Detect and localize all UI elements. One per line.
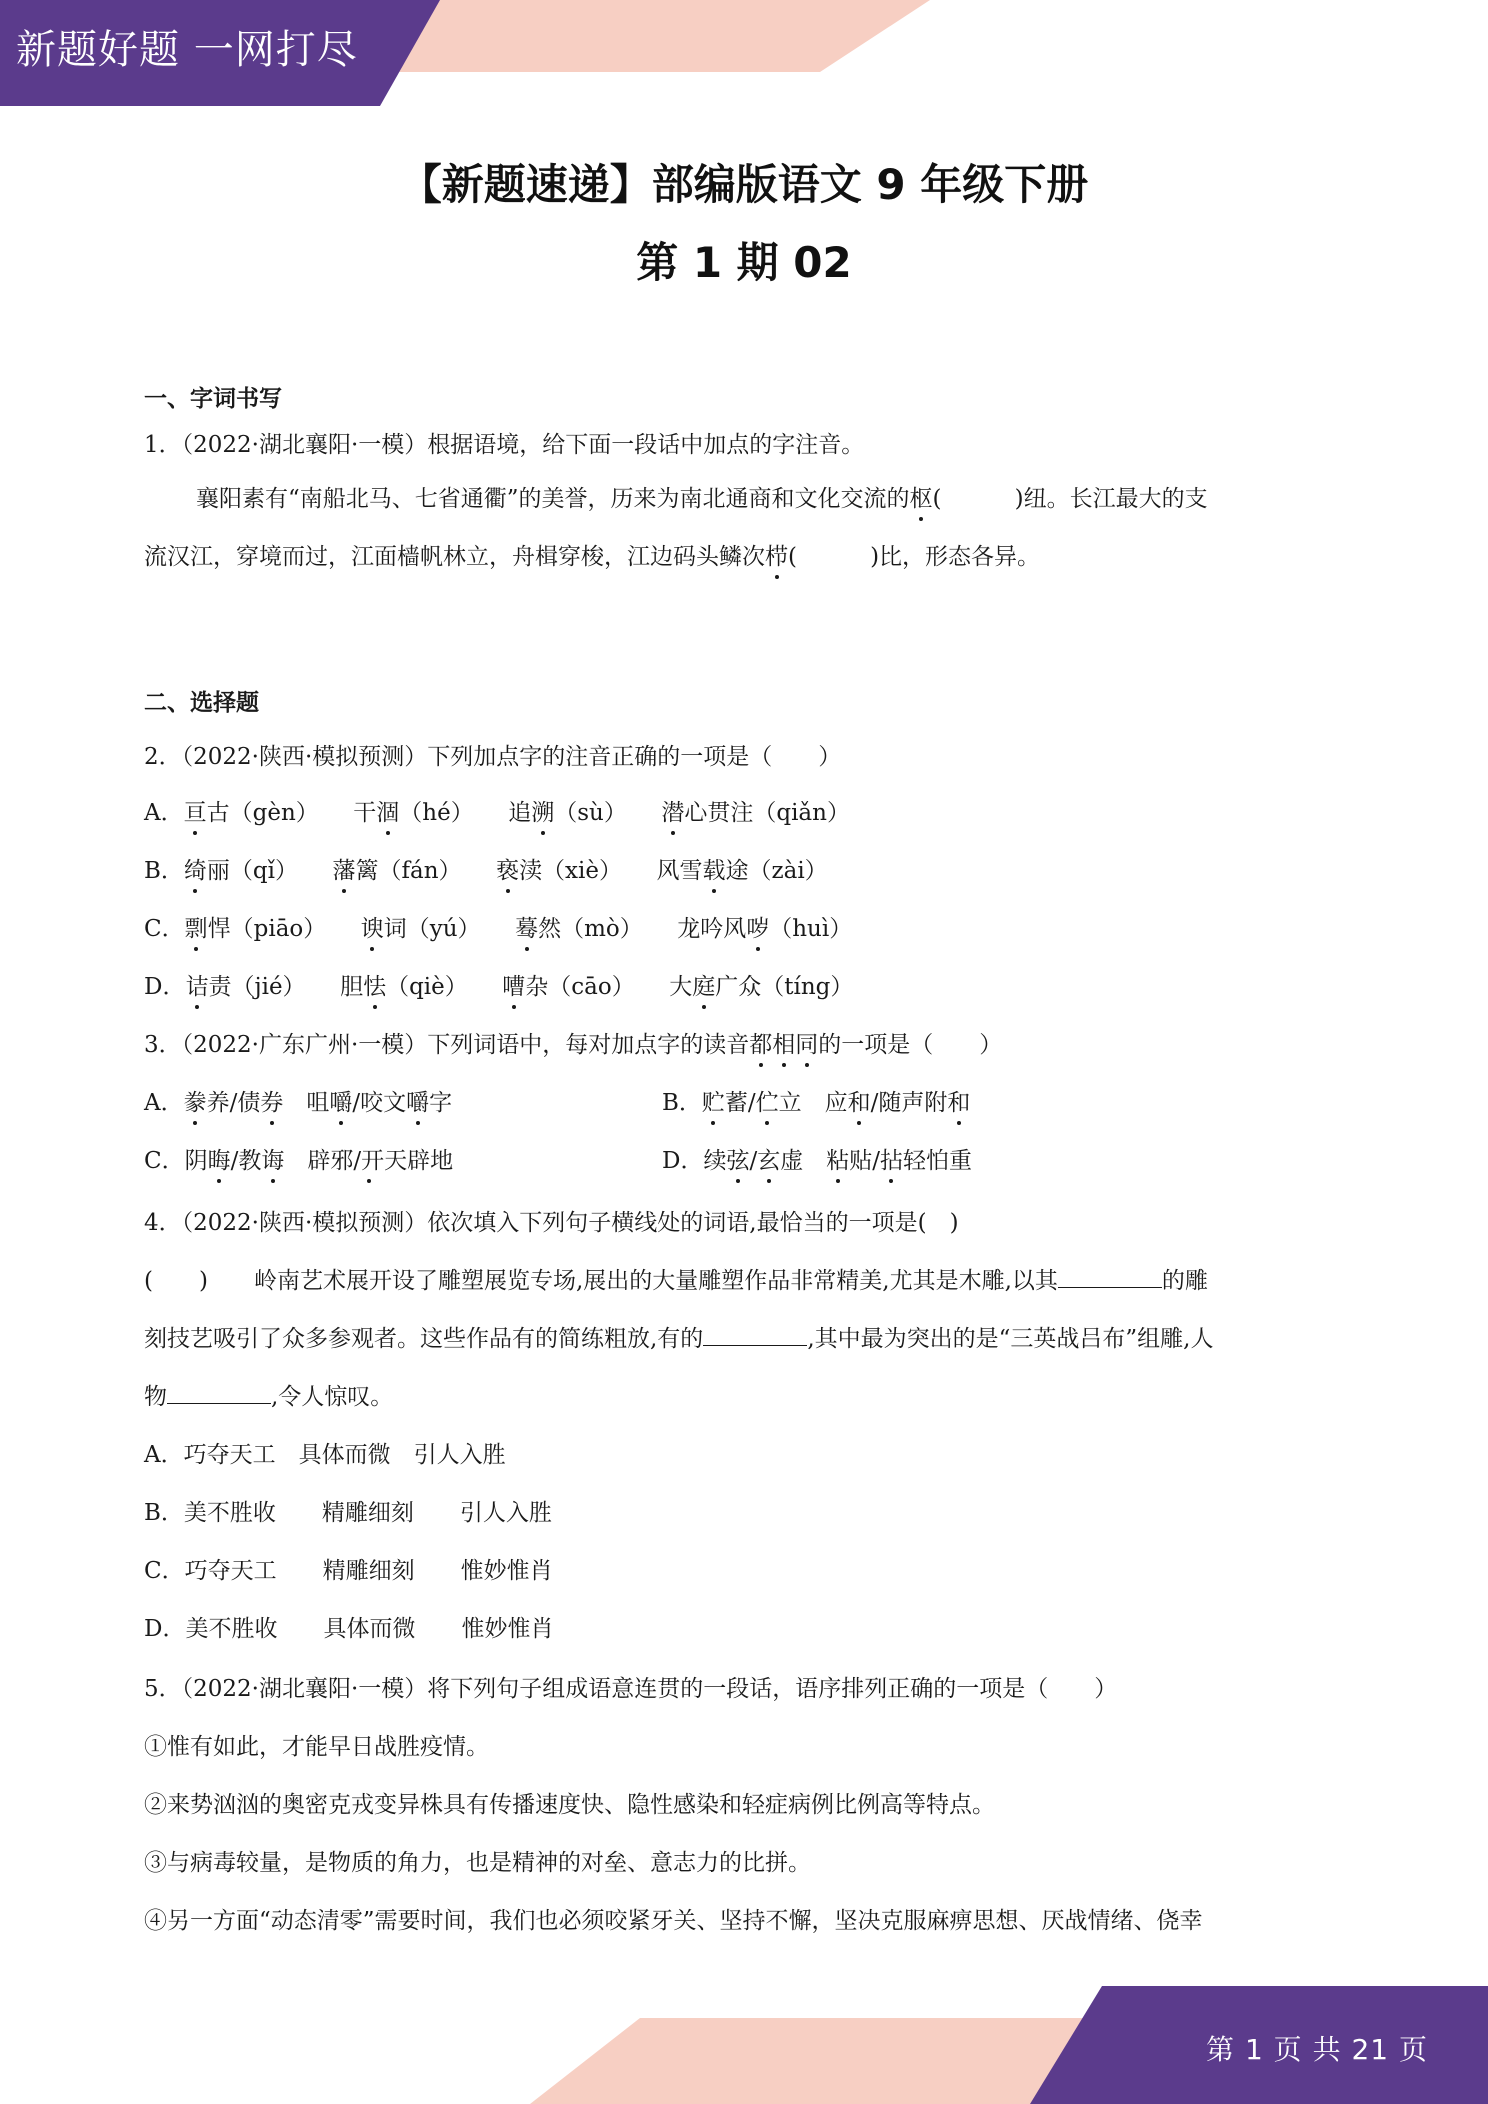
question-5-sentence-1: ①惟有如此，才能早日战胜疫情。	[144, 1734, 489, 1760]
question-2-option-a: A．亘古（gèn） 干涸（hé） 追溯（sù） 潜心贯注（qiǎn）	[144, 800, 850, 826]
question-1-stem: 1．（2022·湖北襄阳·一模）根据语境，给下面一段话中加点的字注音。	[144, 432, 865, 458]
document-subtitle: 第 1 期 02	[636, 238, 852, 287]
question-4-option-d: D．美不胜收 具体而微 惟妙惟肖	[144, 1616, 554, 1642]
question-3-option-d: D．续弦/玄虚 粘贴/拈轻怕重	[662, 1148, 972, 1174]
section-heading-1: 一、字词书写	[144, 386, 282, 412]
question-4-stem: 4．（2022·陕西·模拟预测）依次填入下列句子横线处的词语,最恰当的一项是( )	[144, 1210, 959, 1236]
section-heading-2: 二、选择题	[144, 690, 259, 716]
question-5-sentence-4: ④另一方面“动态清零”需要时间，我们也必须咬紧牙关、坚持不懈，坚决克服麻痹思想、厌战情绪、侥幸	[144, 1908, 1203, 1934]
page-number: 第 1 页 共 21 页	[1206, 2033, 1428, 2066]
question-2-option-b: B．绮丽（qǐ） 藩篱（fán） 亵渎（xiè） 风雪载途（zài）	[144, 858, 828, 884]
document-title: 【新题速递】部编版语文 9 年级下册	[399, 160, 1089, 209]
header-slogan: 新题好题 一网打尽	[16, 27, 358, 73]
question-4-passage-line2: 刻技艺吸引了众多参观者。这些作品有的简练粗放,有的 ,其中最为突出的是“三英战吕布”组雕,人	[144, 1326, 1214, 1352]
question-2-stem: 2．（2022·陕西·模拟预测）下列加点字的注音正确的一项是（ ）	[144, 744, 842, 770]
question-5-stem: 5．（2022·湖北襄阳·一模）将下列句子组成语意连贯的一段话，语序排列正确的一项是（ ）	[144, 1676, 1118, 1702]
question-2-option-d: D．诘责（jié） 胆怯（qiè） 嘈杂（cāo） 大庭广众（tíng）	[144, 974, 854, 1000]
question-3-option-b: B．贮蓄/伫立 应和/随声附和	[662, 1090, 971, 1116]
question-4-option-a: A．巧夺天工 具体而微 引人入胜	[144, 1442, 506, 1468]
question-4-passage-line3: 物 ,令人惊叹。	[144, 1384, 394, 1410]
question-3-option-c: C．阴晦/教诲 辟邪/开天辟地	[144, 1148, 454, 1174]
question-4-option-c: C．巧夺天工 精雕细刻 惟妙惟肖	[144, 1558, 553, 1584]
question-2-option-c: C．剽悍（piāo） 谀词（yú） 蓦然（mò） 龙吟风哕（huì）	[144, 916, 853, 942]
question-4-passage-line1: ( ) 岭南艺术展开设了雕塑展览专场,展出的大量雕塑作品非常精美,尤其是木雕,以其 的雕	[144, 1268, 1208, 1294]
question-1-passage-line1: 襄阳素有“南船北马、七省通衢”的美誉，历来为南北通商和文化交流的枢( )纽。长江最大的支	[196, 486, 1208, 512]
question-3-stem: 3．（2022·广东广州·一模）下列词语中，每对加点字的读音都相同的一项是（ ）	[144, 1032, 1003, 1058]
question-3-option-a: A．豢养/债券 咀嚼/咬文嚼字	[144, 1090, 453, 1116]
question-1-passage-line2: 流汉江，穿境而过，江面樯帆林立，舟楫穿梭，江边码头鳞次栉( )比，形态各异。	[144, 544, 1041, 570]
question-4-option-b: B．美不胜收 精雕细刻 引人入胜	[144, 1500, 552, 1526]
question-5-sentence-2: ②来势汹汹的奥密克戎变异株具有传播速度快、隐性感染和轻症病例比例高等特点。	[144, 1792, 995, 1818]
question-5-sentence-3: ③与病毒较量，是物质的角力，也是精神的对垒、意志力的比拼。	[144, 1850, 811, 1876]
